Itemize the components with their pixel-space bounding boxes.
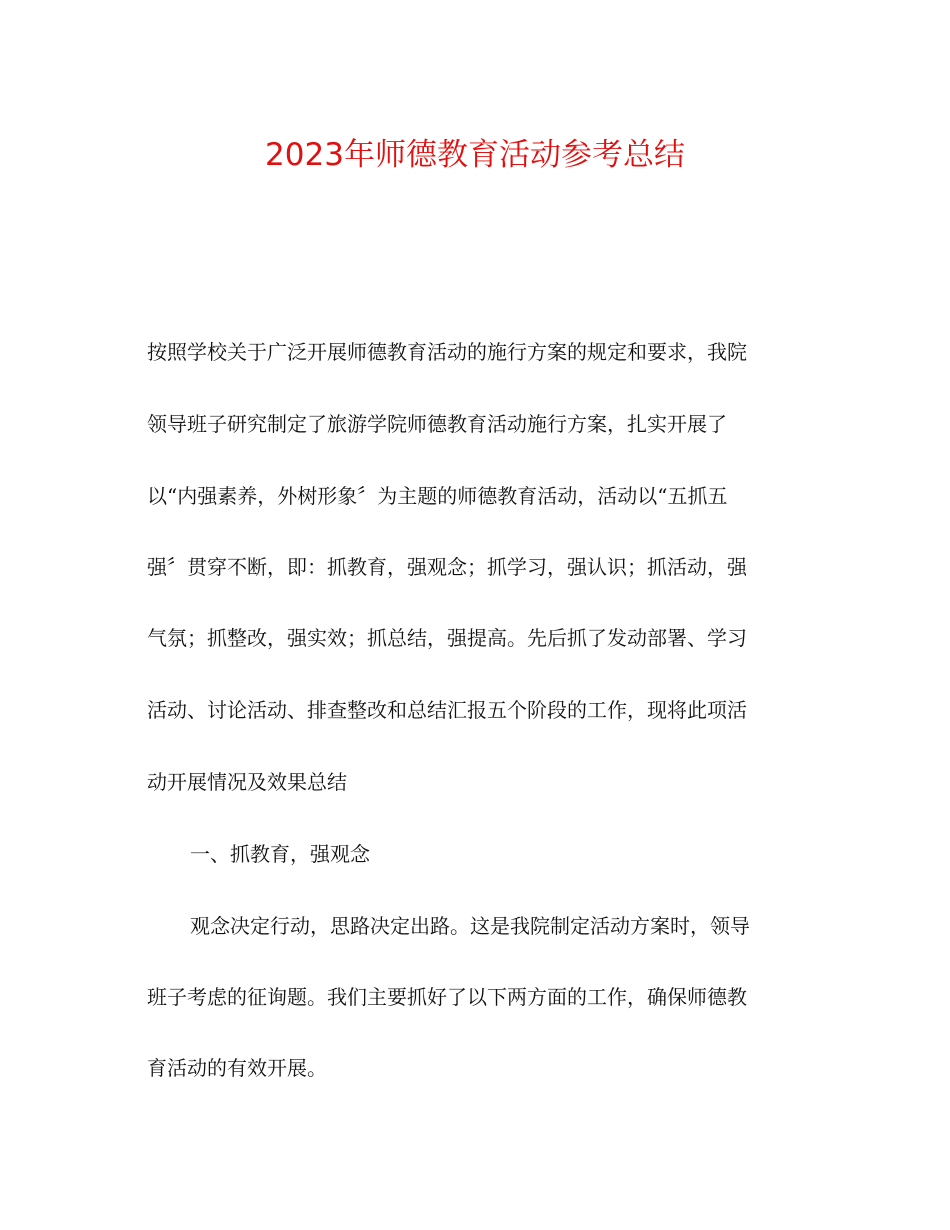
section-heading: 一、抓教育，强观念 [190, 842, 370, 866]
document-title: 2023年师德教育活动参考总结 [265, 137, 685, 173]
intro-line-6: 活动、讨论活动、排查整改和总结汇报五个阶段的工作，现将此项活 [147, 698, 747, 722]
intro-line-7: 动开展情况及效果总结 [147, 770, 347, 794]
intro-line-1: 按照学校关于广泛开展师德教育活动的施行方案的规定和要求，我院 [147, 340, 747, 364]
intro-line-3: 以“内强素养，外树形象〞为主题的师德教育活动，活动以“五抓五 [147, 484, 728, 508]
intro-line-4: 强〞贯穿不断，即：抓教育，强观念；抓学习，强认识；抓活动，强 [147, 555, 747, 579]
section-line-1: 观念决定行动，思路决定出路。这是我院制定活动方案时，领导 [190, 914, 750, 938]
intro-line-5: 气氛；抓整改，强实效；抓总结，强提高。先后抓了发动部署、学习 [147, 626, 747, 650]
intro-line-2: 领导班子研究制定了旅游学院师德教育活动施行方案，扎实开展了 [147, 412, 727, 436]
section-line-3: 育活动的有效开展。 [147, 1056, 327, 1080]
section-line-2: 班子考虑的征询题。我们主要抓好了以下两方面的工作，确保师德教 [147, 985, 747, 1009]
